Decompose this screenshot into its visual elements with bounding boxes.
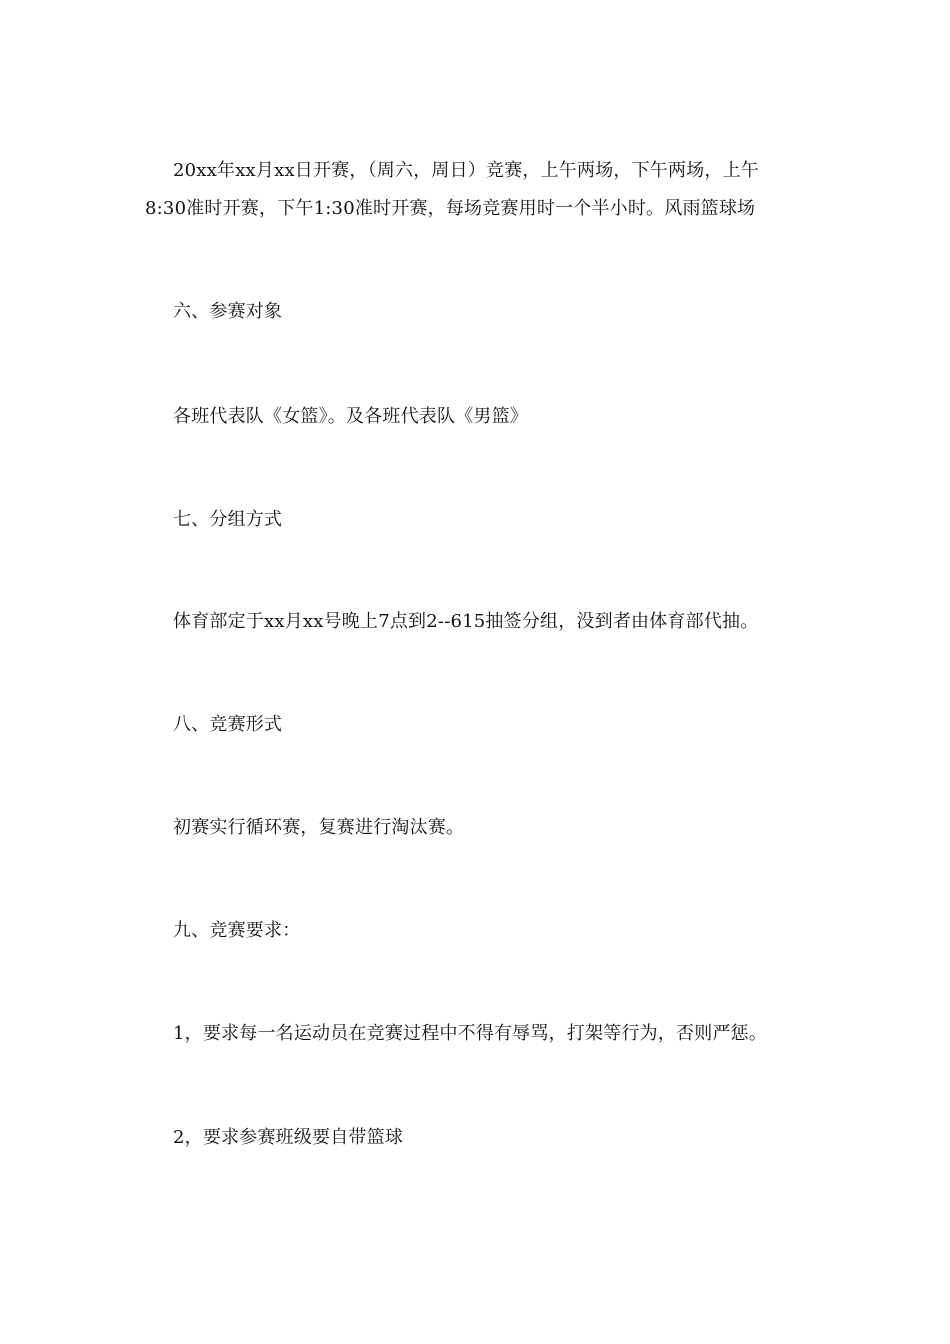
section-9-item-2: 2，要求参赛班级要自带篮球 (173, 1127, 404, 1148)
section-9-heading: 九、竞赛要求： (173, 920, 301, 941)
section-6-body: 各班代表队《女篮》。及各班代表队《男篮》 (173, 406, 528, 427)
schedule-text-line-2: 8:30准时开赛，下午1:30准时开赛，每场竞赛用时一个半小时。风雨篮球场 (145, 198, 756, 219)
section-8-heading: 八、竞赛形式 (173, 714, 283, 735)
section-8-body: 初赛实行循环赛，复赛进行淘汰赛。 (173, 817, 465, 838)
section-7-heading: 七、分组方式 (173, 509, 283, 530)
section-7-body: 体育部定于xx月xx号晚上7点到2--615抽签分组，没到者由体育部代抽。 (173, 611, 759, 632)
section-9-item-1: 1，要求每一名运动员在竞赛过程中不得有辱骂，打架等行为，否则严惩。 (173, 1023, 768, 1044)
schedule-text-line-1: 20xx年xx月xx日开赛，（周六，周日）竞赛，上午两场，下午两场，上午 (173, 160, 760, 181)
section-6-heading: 六、参赛对象 (173, 301, 283, 322)
